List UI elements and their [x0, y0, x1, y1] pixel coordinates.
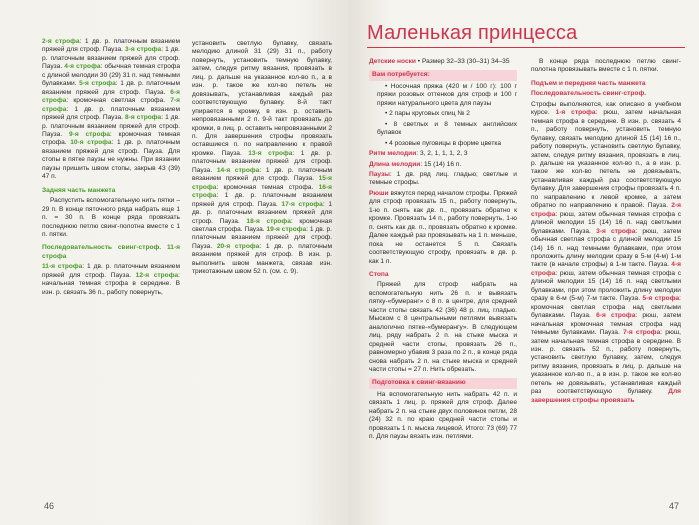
text-run: : 3, 2, 1, 1, 1, 2, 3	[416, 150, 468, 158]
list-item: • 2 пары круговых спиц № 2	[385, 110, 470, 118]
text-run: вяжутся перед началом строфы. Пряжей для строф провязать 15 п., работу повернуть, 1-ю п. снять как дв. п., провязать обратно к кромке. Провязать 14 п., работу повернуть, 1-ю п. снять как дв. п., провязать обратно к кромке. Далее каждый раз провязывать на 1 п. меньше, пока не останется 5 п. Связать соответствующую строфу, провязать в дв. р. как 1 п.	[369, 189, 517, 265]
text-run: : кромочная светлая строфа. Пауза.	[192, 217, 332, 233]
text-run: В конце ряда последнюю петлю свинг-полотна провязывать вместе с 1 п. пятки.	[531, 58, 681, 74]
highlighted-term: 14-я строфа	[216, 166, 260, 174]
text-run: : 1 дв. р. платочным вязанием пряжей для строф. Пауза. Для стопы в пятке паузы не нужны. При вязании паузы пришить швом стопы, закрыв 43 (39) 47 п.	[42, 139, 180, 181]
highlighted-term: Детские носки	[369, 58, 416, 65]
text-run: : обычная темная строфа с длиной мелодии 30 (29) 31 п. над темными булавками.	[42, 63, 180, 88]
list-item: • 8 светлых и 8 темных английских булавок	[377, 120, 517, 137]
highlighted-term: 8-я строфа	[125, 114, 162, 122]
text-run: : 1 дв. р. платочным вязанием пряжей для строф. Пауза.	[42, 114, 180, 138]
right-column-2	[531, 58, 681, 407]
highlighted-term: 20-я строфа	[216, 242, 260, 250]
highlighted-term: 6-я строфа	[596, 312, 636, 320]
highlighted-term: 11-я строфа	[42, 263, 83, 271]
text-run: : рюш, затем обычная светлая строфа с длиной мелодии 15 (14) 16 п. над темными булавками, при этом проложить длину мелодии сразу в 5-м (4-м) 1-м такте (в начале строфы) в 1-м такте. Пауза.	[531, 227, 682, 269]
text-run: На вспомогательную нить набрать 42 п. и связать 1 лиц. р. пряжей для строф. Далее набрать 2 п. на стыке двух половинок петли, 28 (24) 32 п. по краю средней части стопы и провязать 1 п. мыска лицевой. Итого: 73 (69) 77 п. Для паузы вязать изн. петлями.	[369, 390, 517, 441]
highlighted-term: Паузы	[369, 170, 390, 178]
highlighted-term: 4-я строфа	[531, 261, 681, 277]
highlighted-term: 12-я строфа	[135, 271, 179, 279]
right-column-1	[369, 58, 517, 444]
text-run: : 15 (14) 16 п.	[420, 160, 462, 168]
paragraph	[531, 58, 681, 75]
text-run: : кромочная светлая строфа над светлыми булавками. Пауза.	[531, 295, 681, 320]
text-run: : 1 дв. ряд лиц. гладью; светлые и темные строфы.	[369, 170, 517, 187]
highlighted-term: 15-я строфа	[192, 175, 332, 191]
left-column-2	[192, 40, 332, 279]
swing-heading: Подготовка к свинг-вязанию	[369, 378, 517, 388]
ruffle-paragraph	[369, 190, 517, 266]
text-run: : 1 дв. р. платочным вязанием пряжей для строф. Пауза.	[192, 149, 332, 174]
highlighted-term: 19-я строфа	[266, 225, 307, 233]
melody-length	[369, 161, 517, 169]
text-run: Пряжей для строф набрать на вспомогательную нить 26 п. и вывязать пятку-«бумеранг» с 8 п. в центре, для средней части стопы связать 42 (36) 48 р. лиц. гладью. Мыском с 8 центральными петлями вывязать аналогично пятке-«бумерангу». В следующем лиц. ряду набрать 2 п. на стыке мыска и средней части стопы, провязать 26 п., равномерно убавив 3 раза по 2 п., в конце ряда снова набрать 2 п. на стыке мыска и средней части стопы = 27 п. Нить обрезать.	[369, 281, 517, 373]
highlighted-term: Для завершения строфы провязать	[531, 388, 681, 404]
highlighted-term: 3-я строфа	[125, 46, 162, 54]
highlighted-term: Ритм мелодии	[369, 150, 417, 158]
text-run: Строфы выполняются, как описано в учебном курсе.	[531, 100, 681, 117]
list-item: • 4 розовые пуговицы в форме цветка	[385, 139, 502, 147]
highlighted-term: 10-я строфа	[70, 139, 112, 147]
text-run: : 1 дв. р. платочным вязанием пряжей для строф. Пауза.	[192, 192, 332, 208]
text-run: : рюш, затем начальная темная строфа в середине. В изн. р. связать 4 п., работу повернуть, установить темную булавку, связать мелодию длиной 15 (14) 16 п., работу повернуть, установить светлую булавку, затем, следуя ритму вязания, провязать в лиц. р. дальше на указанное кол-во п., а в изн. р. такое же кол-во петель не довязывать, устанавливая каждый раз соответствующую булавку. Для завершения строфы провязать 4 п. по направлению к левой кромке, а затем обратно по направлению к правой. Пауза.	[531, 109, 681, 210]
text-run: : 1 дв. р. платочным вязанием пряжей для строф. Пауза.	[42, 105, 180, 122]
page-number: 46	[44, 501, 55, 511]
text-run: : 1 дв. р. платочным вязанием пряжей для строф. Пауза.	[42, 80, 180, 96]
highlighted-term: 18-я строфа	[246, 217, 291, 225]
section-subheading: Последовательность свинг-строф.	[531, 90, 647, 98]
page-number: 47	[668, 501, 679, 511]
highlighted-term: 6-я строфа	[42, 88, 180, 105]
text-run: : рюш, затем обычная темная строфа с длиной мелодии 15 (14) 16 п. над светлыми булавками. Пауза.	[531, 210, 681, 235]
text-run: : кромочная темная строфа.	[42, 130, 180, 147]
text-run: : кромочная светлая строфа.	[66, 97, 171, 105]
paragraph	[42, 197, 180, 239]
highlighted-term: 5-я строфа	[642, 295, 680, 303]
highlighted-term: 2-я строфа	[531, 202, 681, 218]
paragraph	[42, 38, 180, 182]
highlighted-term: 9-я строфа	[68, 130, 110, 138]
text-run: : 1 дв. р. платочным вязанием пряжей для строф. Пауза.	[192, 166, 333, 183]
title-rule	[367, 47, 685, 48]
text-run: : 1 дв. р. платочным вязанием пряжей для строф. Пауза.	[42, 46, 180, 71]
materials-list	[369, 83, 517, 148]
highlighted-term: 13-я строфа	[248, 149, 293, 157]
left-page	[0, 0, 349, 525]
text-run: : 1 дв. р. платочным вязанием пряжей для строф. Пауза.	[42, 263, 181, 279]
paragraph	[531, 101, 681, 405]
materials-heading: Вам потребуется:	[369, 70, 517, 80]
paragraph	[369, 391, 517, 442]
left-column-1	[42, 38, 180, 299]
text-run: : кромочная темная строфа.	[216, 183, 319, 191]
paragraph	[369, 281, 517, 374]
highlighted-term: 3-я строфа	[596, 227, 636, 235]
highlighted-term: 7-я строфа	[622, 329, 661, 337]
text-run: Распустить вспомогательную нить пятки – 29 п. В конце пяточного ряда набрать еще 1 п. = 30 п. В конце ряда провязать последнюю петлю свинг-полотна вместе с 1 п. пятки.	[42, 197, 180, 238]
rhythm	[369, 150, 517, 158]
highlighted-term: 4-я строфа	[64, 63, 101, 71]
text-run: : 1 дв. р. платочным вязанием пряжей для строф. Пауза.	[192, 200, 332, 225]
highlighted-term: 2-я строфа	[42, 38, 80, 45]
right-page	[349, 0, 699, 525]
highlighted-term: 7-я строфа	[42, 97, 180, 113]
pauses	[369, 171, 517, 188]
page-title: Маленькая принцесса	[367, 22, 578, 44]
section-heading: Подъем и передняя часть манжета	[531, 79, 646, 87]
text-run: установить светлую булавку, связать мелодию длиной 31 (29) 31 п., работу повернуть, установить темную булавку, затем, следуя ритму вязания, провязать в лиц. р. дальше на указанное кол-во п., а в изн. р. такое же кол-во петель не довязывать, устанавливая каждый раз соответствующую булавку. 8-й такт упирается в кромку, в изн. р. оставить непровязанными 2 п. 9-й такт провязать до кромки, в лиц. р. оставить непровязанными 2 п. Для завершения строфы провязать оставшиеся п. по направлению к правой кромке. Пауза.	[192, 40, 332, 157]
section-heading: Последовательность свинг-строф. 11-я строфа	[42, 244, 180, 260]
text-run: : начальная темная строфа в середине. В изн. р. связать 36 п., работу повернуть,	[42, 271, 180, 296]
section-heading: Стопа	[369, 270, 389, 278]
text-run: • Размер 32–33 (30–31) 34–35	[415, 58, 510, 65]
subtitle	[369, 58, 517, 66]
highlighted-term: 17-я строфа	[281, 200, 323, 208]
list-item: • Носочная пряжа (420 м / 100 г): 100 г пряжи розовых оттенков для строф и 100 г пряжи натурального цвета для паузы	[377, 82, 517, 107]
text-run: : 1 дв. р. платочным вязанием пряжей для строф. Пауза.	[42, 38, 180, 54]
highlighted-term: 16-я строфа	[192, 183, 332, 200]
text-run: : рюш, затем начальная темная строфа в середине. В изн. р. связать 52 п., работу повернуть, установить светлую булавку, затем, следуя ритму вязания, провязать в лиц. р. дальше на указанное кол-во п., а в изн. р. такое же кол-во петель не довязывать, устанавливая каждый раз соответствующую булавку.	[531, 329, 681, 396]
highlighted-term: Длина мелодии	[369, 160, 421, 168]
text-run: : 1 дв. р. платочным вязанием пряжей для строф. В изн. р. выполнить швом манжета, связав изн. трикотажным швом 52 п. (см. с. 9).	[192, 242, 333, 276]
section-heading: Задняя часть манжета	[42, 186, 116, 194]
highlighted-term: Рюши	[369, 189, 389, 197]
paragraph	[192, 40, 332, 277]
paragraph	[42, 263, 180, 297]
text-run: : 1 дв. р. платочным вязанием пряжей для строф. Пауза.	[192, 225, 332, 250]
text-run: : рюш, затем обычная темная строфа с длиной мелодии 15 (14) 16 п. над светлыми булавками, при этом проложить длину мелодии сразу в 6-м (5-м) 7-м такте. Пауза.	[531, 269, 681, 303]
highlighted-term: 1-я строфа	[555, 109, 596, 117]
text-run: : рюш, затем начальная кромочная темная строфа над темными булавками. Пауза.	[531, 312, 682, 337]
highlighted-term: 5-я строфа	[79, 80, 116, 88]
